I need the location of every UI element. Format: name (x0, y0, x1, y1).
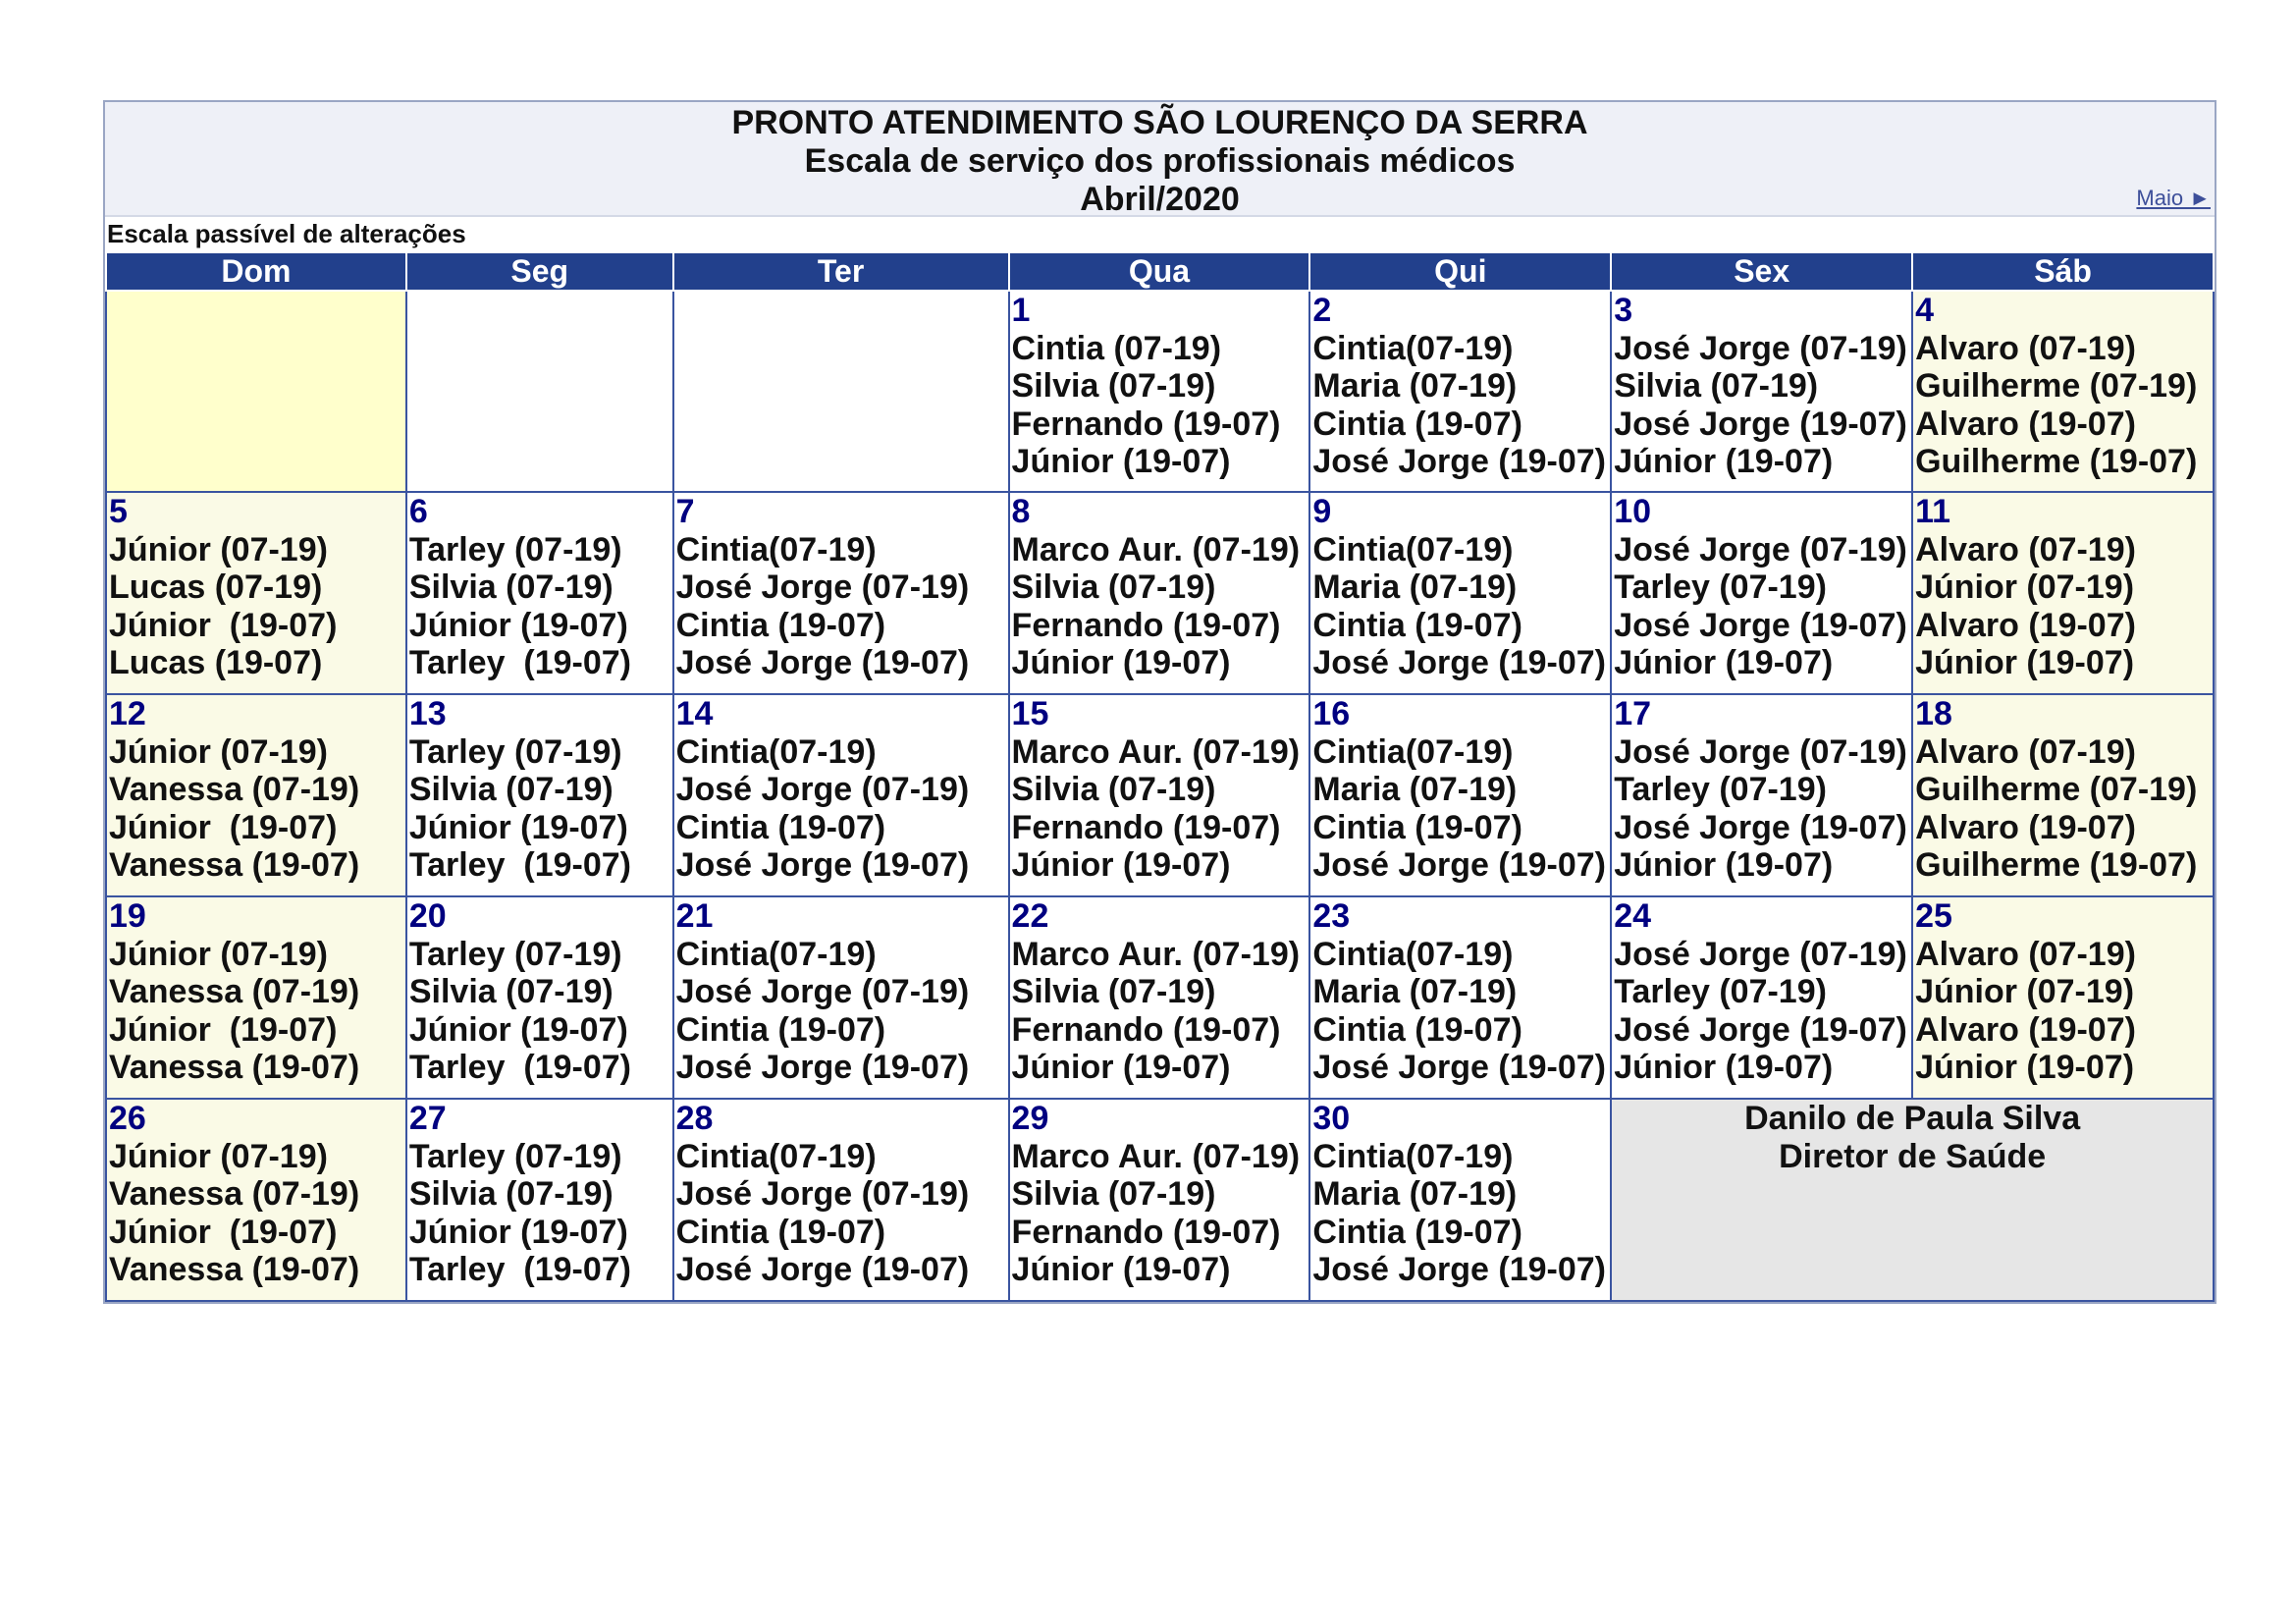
day-number: 23 (1312, 897, 1351, 935)
shift-entry: Maria (07-19) (1312, 771, 1518, 808)
shift-entry: Júnior (19-07) (1011, 846, 1231, 884)
page-subtitle: Escala de serviço dos profissionais médicos (804, 142, 1516, 180)
signature-role: Diretor de Saúde (1779, 1138, 2047, 1175)
shift-entry: Tarley (07-19) (408, 935, 622, 973)
shift-entry: Júnior (19-07) (408, 1213, 628, 1251)
shift-entry: Vanessa (07-19) (109, 771, 360, 808)
shift-entry: Júnior (19-07) (109, 1213, 338, 1251)
shift-entry: Vanessa (19-07) (109, 1049, 360, 1086)
shift-entry: Marco Aur. (07-19) (1011, 530, 1301, 568)
page-title: PRONTO ATENDIMENTO SÃO LOURENÇO DA SERRA (731, 104, 1588, 141)
shift-entry: Júnior (07-19) (1915, 568, 2135, 606)
week-row (106, 291, 2214, 492)
shift-entry: Cintia(07-19) (1312, 530, 1514, 568)
shift-entry: José Jorge (07-19) (1614, 329, 1907, 367)
shift-entry: Júnior (19-07) (408, 606, 628, 644)
shift-entry: José Jorge (07-19) (675, 1175, 970, 1213)
day-cell (1309, 492, 1611, 694)
shift-entry: Marco Aur. (07-19) (1011, 732, 1301, 771)
shift-entry: José Jorge (19-07) (1614, 606, 1907, 644)
day-cell (1611, 896, 1912, 1099)
shift-entry: José Jorge (19-07) (1614, 405, 1907, 443)
shift-entry: José Jorge (19-07) (675, 644, 970, 681)
weekday-thu: Qui (1309, 252, 1611, 291)
day-cell (673, 896, 1009, 1099)
shift-entry: Vanessa (19-07) (109, 846, 360, 884)
shift-entry: Júnior (07-19) (1915, 973, 2135, 1010)
shift-entry: Júnior (19-07) (1011, 1251, 1231, 1288)
shift-entry: Cintia (19-07) (1312, 405, 1522, 443)
shift-entry: Júnior (07-19) (109, 935, 328, 973)
weekday-wed: Qua (1009, 252, 1310, 291)
day-number: 30 (1312, 1100, 1351, 1137)
shift-entry: Fernando (19-07) (1011, 1213, 1281, 1251)
shift-entry: José Jorge (19-07) (675, 1251, 970, 1288)
weekday-mon: Seg (406, 252, 673, 291)
shift-entry: Cintia (07-19) (1011, 329, 1222, 367)
shift-entry: Silvia (07-19) (1011, 771, 1216, 808)
shift-entry: Silvia (07-19) (1011, 973, 1216, 1010)
shift-entry: Cintia(07-19) (1312, 329, 1514, 367)
shift-entry: Fernando (19-07) (1011, 808, 1281, 846)
shift-entry: Tarley (07-19) (408, 732, 622, 771)
day-number: 10 (1614, 493, 1652, 530)
day-cell (1611, 694, 1912, 896)
weekday-tue: Ter (673, 252, 1009, 291)
day-cell (1009, 291, 1310, 492)
day-cell (673, 492, 1009, 694)
shift-entry: Silvia (07-19) (408, 1175, 614, 1213)
day-cell (1611, 291, 1912, 492)
day-cell (106, 492, 406, 694)
shift-entry: Vanessa (07-19) (109, 1175, 360, 1213)
shift-entry: Júnior (19-07) (408, 1010, 628, 1049)
shift-entry: Cintia(07-19) (675, 935, 877, 973)
day-cell (673, 1099, 1009, 1301)
shift-entry: Júnior (07-19) (109, 530, 328, 568)
day-cell (1912, 694, 2214, 896)
day-number: 25 (1915, 897, 1952, 935)
shift-entry: Cintia(07-19) (1312, 1137, 1514, 1175)
disclaimer-note: Escala passível de alterações (105, 217, 2215, 251)
day-cell (106, 896, 406, 1099)
shift-entry: Júnior (19-07) (1915, 644, 2135, 681)
shift-entry: José Jorge (07-19) (675, 771, 970, 808)
shift-entry: Guilherme (19-07) (1915, 443, 2198, 480)
shift-entry: Cintia (19-07) (1312, 808, 1522, 846)
shift-entry: Silvia (07-19) (408, 771, 614, 808)
week-row (106, 694, 2214, 896)
signature-name: Danilo de Paula Silva (1744, 1100, 2081, 1137)
shift-entry: Vanessa (07-19) (109, 973, 360, 1010)
shift-entry: Tarley (07-19) (1614, 771, 1827, 808)
shift-entry: Júnior (19-07) (1614, 846, 1834, 884)
shift-entry: Júnior (19-07) (109, 1010, 338, 1049)
shift-entry: Silvia (07-19) (1011, 367, 1216, 405)
day-cell (673, 694, 1009, 896)
day-number: 2 (1312, 292, 1332, 329)
shift-entry: Tarley (07-19) (1614, 568, 1827, 606)
shift-entry: Júnior (19-07) (1011, 644, 1231, 681)
day-number: 17 (1614, 695, 1652, 732)
day-cell (1009, 694, 1310, 896)
shift-entry: Tarley (19-07) (408, 1049, 631, 1086)
shift-entry: Tarley (07-19) (1614, 973, 1827, 1010)
day-number: 29 (1011, 1100, 1049, 1137)
shift-entry: Tarley (07-19) (408, 1137, 622, 1175)
week-row (106, 1099, 2214, 1301)
day-number: 16 (1312, 695, 1351, 732)
day-cell (406, 1099, 673, 1301)
shift-entry: Marco Aur. (07-19) (1011, 1137, 1301, 1175)
day-number: 9 (1312, 493, 1332, 530)
shift-entry: José Jorge (19-07) (1614, 808, 1907, 846)
shift-entry: Júnior (07-19) (109, 1137, 328, 1175)
signature-block (1611, 1099, 2214, 1301)
shift-entry: Maria (07-19) (1312, 367, 1518, 405)
shift-entry: José Jorge (19-07) (1312, 644, 1606, 681)
schedule-header (105, 102, 2215, 217)
shift-entry: Guilherme (07-19) (1915, 771, 2198, 808)
day-cell (1009, 896, 1310, 1099)
shift-entry: José Jorge (19-07) (1614, 1010, 1907, 1049)
day-number: 28 (675, 1100, 714, 1137)
day-cell (106, 1099, 406, 1301)
shift-entry: José Jorge (07-19) (675, 973, 970, 1010)
shift-entry: Cintia (19-07) (1312, 606, 1522, 644)
shift-entry: Alvaro (19-07) (1915, 405, 2136, 443)
day-cell (406, 896, 673, 1099)
day-number: 1 (1011, 292, 1031, 329)
shift-entry: Cintia (19-07) (675, 1213, 886, 1251)
day-number: 22 (1011, 897, 1049, 935)
weekday-sun: Dom (106, 252, 406, 291)
shift-entry: Silvia (07-19) (408, 973, 614, 1010)
shift-entry: Maria (07-19) (1312, 973, 1518, 1010)
shift-entry: Alvaro (07-19) (1915, 732, 2136, 771)
weekday-fri: Sex (1611, 252, 1912, 291)
shift-entry: Tarley (19-07) (408, 1251, 631, 1288)
shift-entry: Fernando (19-07) (1011, 1010, 1281, 1049)
shift-entry: Cintia(07-19) (1312, 935, 1514, 973)
shift-entry: Alvaro (07-19) (1915, 935, 2136, 973)
empty-day-cell (106, 291, 406, 492)
schedule-calendar (103, 100, 2216, 1304)
shift-entry: Alvaro (19-07) (1915, 1010, 2136, 1049)
month-label: Abril/2020 (1080, 181, 1240, 218)
shift-entry: José Jorge (07-19) (1614, 935, 1907, 973)
shift-entry: Júnior (19-07) (1614, 1049, 1834, 1086)
day-number: 8 (1011, 493, 1031, 530)
shift-entry: Alvaro (19-07) (1915, 606, 2136, 644)
day-cell (406, 492, 673, 694)
day-cell (1912, 291, 2214, 492)
shift-entry: José Jorge (07-19) (1614, 732, 1907, 771)
shift-entry: José Jorge (19-07) (1312, 846, 1606, 884)
day-cell (1912, 492, 2214, 694)
shift-entry: Cintia(07-19) (675, 530, 877, 568)
day-number: 24 (1614, 897, 1652, 935)
weekday-header-row (106, 252, 2214, 291)
shift-entry: Guilherme (07-19) (1915, 367, 2198, 405)
shift-entry: Júnior (19-07) (408, 808, 628, 846)
shift-entry: Júnior (19-07) (109, 808, 338, 846)
shift-entry: Silvia (07-19) (1011, 568, 1216, 606)
shift-entry: José Jorge (19-07) (1312, 1049, 1606, 1086)
shift-entry: Silvia (07-19) (1011, 1175, 1216, 1213)
next-month-link[interactable]: Maio ► (2136, 186, 2211, 210)
shift-entry: Fernando (19-07) (1011, 405, 1281, 443)
day-number: 20 (408, 897, 447, 935)
shift-entry: José Jorge (19-07) (1312, 1251, 1606, 1288)
day-cell (1309, 1099, 1611, 1301)
day-number: 3 (1614, 292, 1633, 329)
shift-entry: Cintia (19-07) (1312, 1010, 1522, 1049)
day-number: 4 (1915, 292, 1934, 329)
day-cell (406, 694, 673, 896)
shift-entry: Silvia (07-19) (1614, 367, 1819, 405)
day-cell (1309, 896, 1611, 1099)
shift-entry: Alvaro (07-19) (1915, 329, 2136, 367)
shift-entry: Lucas (19-07) (109, 644, 323, 681)
shift-entry: Silvia (07-19) (408, 568, 614, 606)
day-number: 15 (1011, 695, 1049, 732)
shift-entry: Tarley (07-19) (408, 530, 622, 568)
shift-entry: Cintia (19-07) (675, 808, 886, 846)
shift-entry: Júnior (19-07) (1614, 644, 1834, 681)
shift-entry: Júnior (19-07) (1915, 1049, 2135, 1086)
day-cell (1009, 492, 1310, 694)
day-number: 12 (109, 695, 146, 732)
day-number: 19 (109, 897, 146, 935)
day-cell (1611, 492, 1912, 694)
empty-day-cell (406, 291, 673, 492)
shift-entry: Cintia (19-07) (1312, 1213, 1522, 1251)
day-cell (1009, 1099, 1310, 1301)
day-number: 21 (675, 897, 714, 935)
shift-entry: Fernando (19-07) (1011, 606, 1281, 644)
day-number: 5 (109, 493, 128, 530)
shift-entry: Guilherme (19-07) (1915, 846, 2198, 884)
day-number: 11 (1915, 493, 1951, 530)
shift-entry: Cintia(07-19) (675, 732, 877, 771)
shift-entry: José Jorge (19-07) (1312, 443, 1606, 480)
shift-entry: José Jorge (07-19) (1614, 530, 1907, 568)
shift-entry: José Jorge (07-19) (675, 568, 970, 606)
day-number: 6 (408, 493, 428, 530)
day-number: 7 (675, 493, 695, 530)
shift-entry: Júnior (19-07) (1011, 1049, 1231, 1086)
shift-entry: Cintia (19-07) (675, 1010, 886, 1049)
day-cell (106, 694, 406, 896)
shift-entry: Júnior (07-19) (109, 732, 328, 771)
shift-entry: José Jorge (19-07) (675, 846, 970, 884)
day-number: 26 (109, 1100, 146, 1137)
week-row (106, 896, 2214, 1099)
shift-entry: Lucas (07-19) (109, 568, 323, 606)
weekday-sat: Sáb (1912, 252, 2214, 291)
shift-entry: Maria (07-19) (1312, 1175, 1518, 1213)
day-cell (1912, 896, 2214, 1099)
shift-entry: Vanessa (19-07) (109, 1251, 360, 1288)
shift-entry: José Jorge (19-07) (675, 1049, 970, 1086)
shift-entry: Cintia(07-19) (1312, 732, 1514, 771)
shift-entry: Júnior (19-07) (1011, 443, 1231, 480)
shift-entry: Marco Aur. (07-19) (1011, 935, 1301, 973)
day-cell (1309, 291, 1611, 492)
day-cell (1309, 694, 1611, 896)
shift-entry: Maria (07-19) (1312, 568, 1518, 606)
day-number: 13 (408, 695, 447, 732)
shift-entry: Tarley (19-07) (408, 846, 631, 884)
shift-entry: Cintia(07-19) (675, 1137, 877, 1175)
day-number: 18 (1915, 695, 1952, 732)
shift-entry: Tarley (19-07) (408, 644, 631, 681)
week-row (106, 492, 2214, 694)
day-number: 14 (675, 695, 714, 732)
day-number: 27 (408, 1100, 447, 1137)
shift-entry: Alvaro (19-07) (1915, 808, 2136, 846)
shift-entry: Júnior (19-07) (1614, 443, 1834, 480)
shift-entry: Júnior (19-07) (109, 606, 338, 644)
calendar-grid (105, 251, 2215, 1302)
shift-entry: Cintia (19-07) (675, 606, 886, 644)
empty-day-cell (673, 291, 1009, 492)
shift-entry: Alvaro (07-19) (1915, 530, 2136, 568)
